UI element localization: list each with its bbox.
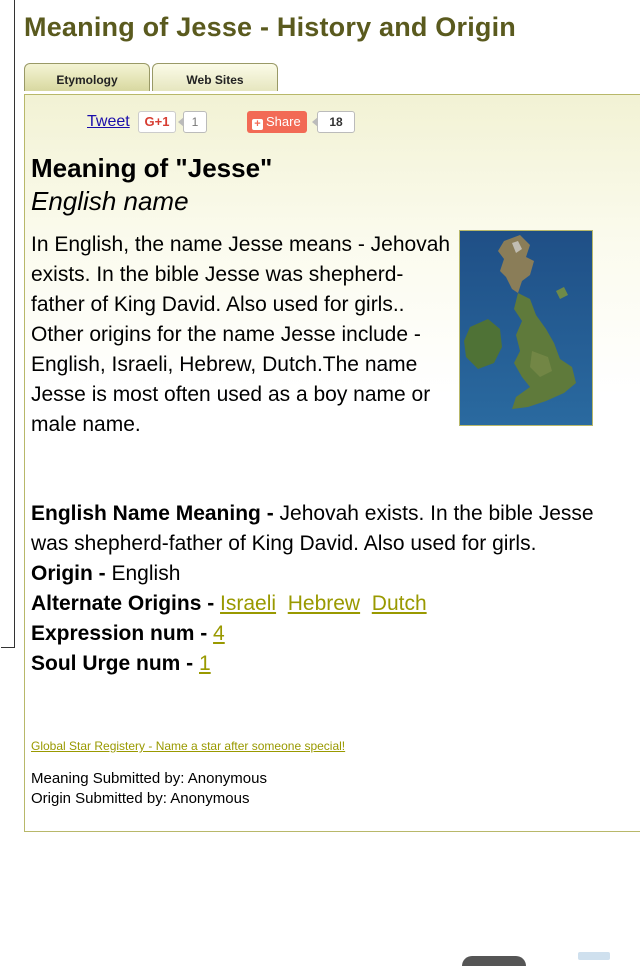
english-meaning-label: English Name Meaning -: [31, 502, 280, 525]
map-icon: [460, 231, 593, 426]
submitted-by-info: [31, 769, 267, 809]
plus-icon: +: [252, 119, 263, 130]
bottom-toolbar: [0, 948, 640, 960]
meaning-heading: Meaning of "Jesse": [31, 153, 273, 183]
content-panel: [24, 94, 640, 832]
origin-submitted-by: Origin Submitted by: Anonymous: [31, 790, 250, 807]
left-border-rule: [0, 0, 15, 648]
origin-value: English: [111, 562, 181, 585]
origin-link-dutch[interactable]: Dutch: [371, 592, 427, 615]
ad-choices-icon[interactable]: [578, 952, 610, 960]
name-origin-subheading: English name: [31, 186, 189, 216]
google-plus-button[interactable]: G+1: [138, 111, 176, 133]
expression-num-link[interactable]: 4: [213, 622, 225, 645]
soul-urge-num-row: [31, 649, 626, 679]
tab-etymology[interactable]: Etymology: [24, 63, 150, 91]
share-count: 18: [317, 111, 355, 133]
expression-num-row: [31, 619, 626, 649]
meaning-intro-text: In English, the name Jesse means - Jehovah exists. In the bible Jesse was shepherd-father of King David. Also used for girls.. Other origins for the name Jesse include - English, Israeli, Hebrew, Dutch.The name Jesse is most often used as a boy name or male name.: [31, 233, 451, 436]
share-button[interactable]: [247, 111, 307, 133]
english-meaning-row: [31, 499, 626, 559]
soul-urge-num-link[interactable]: 1: [199, 652, 211, 675]
expression-num-label: Expression num -: [31, 622, 214, 645]
origin-label: Origin -: [31, 562, 112, 585]
share-bar: [25, 95, 640, 135]
english-meaning-value: Jehovah exists. In the bible Jesse was shepherd-father of King David. Also used for girls.: [31, 502, 594, 555]
tab-web-sites[interactable]: Web Sites: [152, 63, 278, 91]
origin-link-israeli[interactable]: Israeli: [220, 592, 277, 615]
meaning-submitted-by: Meaning Submitted by: Anonymous: [31, 770, 267, 787]
alternate-origins-row: [31, 589, 626, 619]
origin-row: [31, 559, 626, 589]
share-button-label: Share: [266, 114, 301, 129]
tweet-link[interactable]: Tweet: [87, 113, 130, 130]
star-registry-link[interactable]: Global Star Registery - Name a star after someone special!: [31, 739, 346, 753]
britain-satellite-map-image: [459, 230, 593, 426]
meaning-details: [31, 499, 626, 679]
soul-urge-num-label: Soul Urge num -: [31, 652, 199, 675]
origin-link-hebrew[interactable]: Hebrew: [287, 592, 361, 615]
alternate-origins-label: Alternate Origins -: [31, 592, 221, 615]
google-plus-count: 1: [183, 111, 207, 133]
page-title: Meaning of Jesse - History and Origin: [24, 12, 516, 42]
bottom-handle[interactable]: [462, 956, 526, 966]
